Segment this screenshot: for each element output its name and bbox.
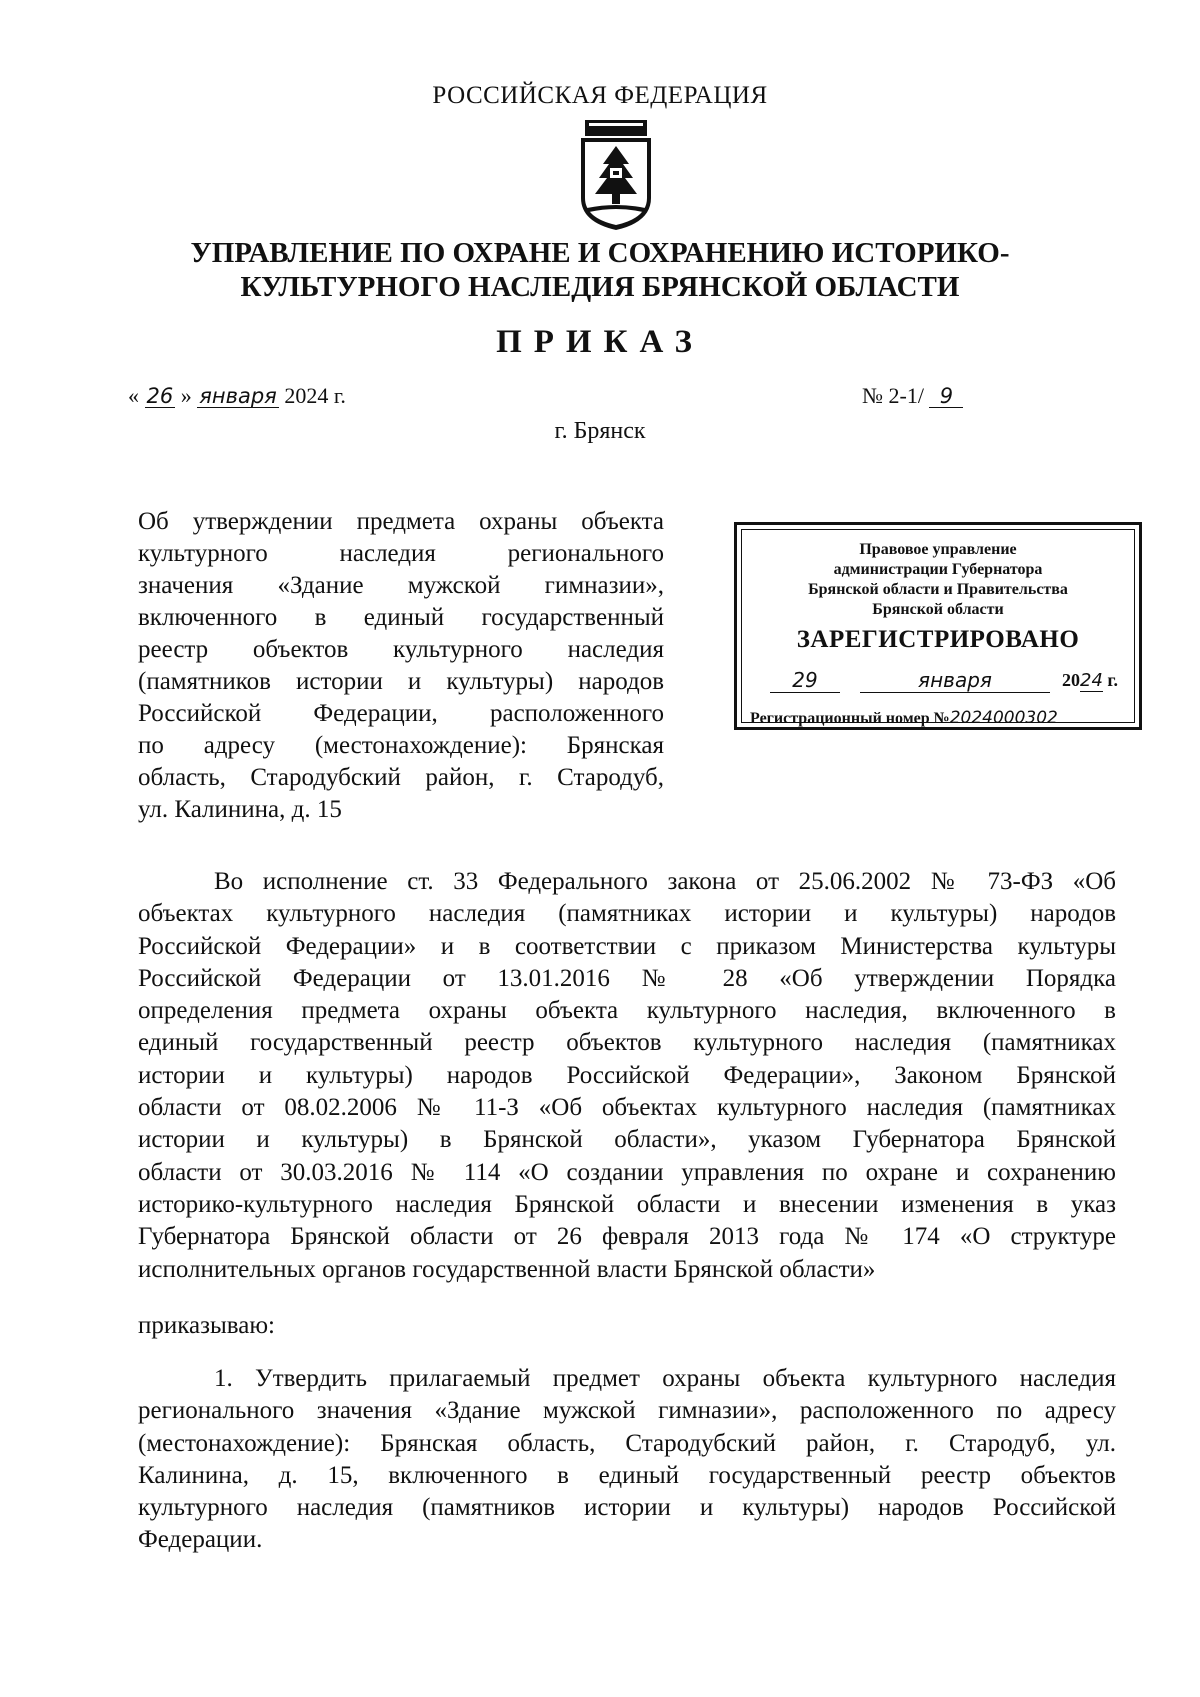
stamp-registration-number bbox=[750, 708, 1134, 728]
subject-line: ул. Калинина, д. 15 bbox=[138, 796, 342, 823]
stamp-year-suffix: г. bbox=[1107, 670, 1119, 690]
stamp-status: ЗАРЕГИСТРИРОВАНО bbox=[796, 626, 1080, 653]
stamp-line: Брянской области bbox=[872, 601, 1004, 618]
paragraph-line: области от 30.03.2016 № 114 «О создании управления по охране и сохранению bbox=[138, 1158, 1116, 1186]
stamp-date-year bbox=[1062, 670, 1118, 691]
subject-line: значения «Здание мужской гимназии», bbox=[138, 572, 664, 599]
subject-line: (памятников истории и культуры) народов bbox=[138, 668, 664, 695]
date-open-quote: « bbox=[128, 383, 139, 408]
document-type: ПРИКАЗ bbox=[496, 324, 704, 360]
paragraph-line: исполнительных органов государственной власти Брянской области» bbox=[138, 1255, 876, 1283]
document-subject bbox=[138, 506, 664, 826]
preamble-paragraph bbox=[138, 866, 1116, 1286]
paragraph-line: культурного наследия (памятников истории и культуры) народов Российской bbox=[138, 1494, 1116, 1522]
country-name: РОССИЙСКАЯ ФЕДЕРАЦИЯ bbox=[432, 82, 768, 109]
stamp-date-month-handwritten: января bbox=[860, 668, 1050, 693]
regnum-label: Регистрационный номер № bbox=[750, 710, 950, 727]
paragraph-line: области от 08.02.2006 № 11-З «Об объектах культурного наследия (памятниках bbox=[138, 1094, 1116, 1122]
document-number bbox=[862, 383, 963, 409]
date-day-handwritten: 26 bbox=[146, 384, 174, 408]
paragraph-line: Российской Федерации» и в соответствии с приказом Министерства культуры bbox=[138, 932, 1116, 960]
date-year: 2024 г. bbox=[284, 383, 346, 408]
subject-line: область, Стародубский район, г. Стародуб, bbox=[138, 764, 664, 791]
paragraph-line: определения предмета охраны объекта культурного наследия, включенного в bbox=[138, 997, 1116, 1025]
date-close-quote: » bbox=[180, 383, 192, 408]
stamp-year-handwritten: 24 bbox=[1080, 670, 1103, 691]
paragraph-line: объектах культурного наследия (памятниках истории и культуры) народов bbox=[138, 900, 1116, 928]
stamp-year-prefix: 20 bbox=[1062, 670, 1080, 690]
paragraph-line: Калинина, д. 15, включенного в единый государственный реестр объектов bbox=[138, 1461, 1116, 1489]
stamp-date-row bbox=[750, 668, 1134, 696]
date-month-handwritten: января bbox=[199, 384, 277, 408]
paragraph-line: истории и культуры) в Брянской области», указом Губернатора Брянской bbox=[138, 1126, 1116, 1154]
paragraph-line: истории и культуры) народов Российской Федерации», Законом Брянской bbox=[138, 1061, 1116, 1089]
paragraph-line: историко-культурного наследия Брянской области и внесении изменения в указ bbox=[138, 1190, 1116, 1218]
paragraph-line: (местонахождение): Брянская область, Стародубский район, г. Стародуб, ул. bbox=[138, 1429, 1116, 1457]
org-title-line-2: КУЛЬТУРНОГО НАСЛЕДИЯ БРЯНСКОЙ ОБЛАСТИ bbox=[240, 271, 960, 303]
subject-line: Российской Федерации, расположенного bbox=[138, 700, 664, 727]
subject-line: реестр объектов культурного наследия bbox=[138, 636, 664, 663]
regnum-handwritten: 2024000302 bbox=[949, 708, 1058, 728]
subject-line: культурного наследия регионального bbox=[138, 540, 664, 567]
paragraph-line: регионального значения «Здание мужской гимназии», расположенного по адресу bbox=[138, 1397, 1116, 1425]
stamp-inner-border bbox=[741, 529, 1135, 728]
paragraph-line: Федерации. bbox=[138, 1526, 263, 1554]
paragraph-line: Губернатора Брянской области от 26 февраля 2013 года № 174 «О структуре bbox=[138, 1223, 1116, 1251]
document-city: г. Брянск bbox=[554, 418, 646, 444]
stamp-line: Правовое управление bbox=[859, 541, 1017, 558]
number-handwritten: 9 bbox=[929, 385, 963, 408]
paragraph-line: единый государственный реестр объектов культурного наследия (памятниках bbox=[138, 1029, 1116, 1057]
organization-title bbox=[150, 236, 1050, 304]
order-verb: приказываю: bbox=[138, 1312, 275, 1339]
subject-line: по адресу (местонахождение): Брянская bbox=[138, 732, 664, 759]
subject-line: Об утверждении предмета охраны объекта bbox=[138, 508, 664, 535]
order-item-1 bbox=[138, 1363, 1116, 1557]
stamp-line: Брянской области и Правительства bbox=[808, 581, 1068, 598]
paragraph-line: Российской Федерации от 13.01.2016 № 28 «Об утверждении Порядка bbox=[138, 964, 1116, 992]
bryansk-coat-of-arms-icon bbox=[577, 120, 655, 232]
subject-line: включенного в единый государственный bbox=[138, 604, 664, 631]
number-prefix: № 2-1/ bbox=[862, 383, 924, 408]
paragraph-line: Во исполнение ст. 33 Федерального закона от 25.06.2002 № 73-ФЗ «Об bbox=[214, 868, 1116, 895]
registration-stamp bbox=[734, 522, 1142, 730]
stamp-date-day-handwritten: 29 bbox=[770, 668, 840, 693]
paragraph-line: 1. Утвердить прилагаемый предмет охраны объекта культурного наследия bbox=[214, 1365, 1116, 1392]
org-title-line-1: УПРАВЛЕНИЕ ПО ОХРАНЕ И СОХРАНЕНИЮ ИСТОРИКО- bbox=[190, 237, 1010, 269]
document-date bbox=[128, 383, 346, 409]
stamp-line: администрации Губернатора bbox=[833, 561, 1043, 578]
